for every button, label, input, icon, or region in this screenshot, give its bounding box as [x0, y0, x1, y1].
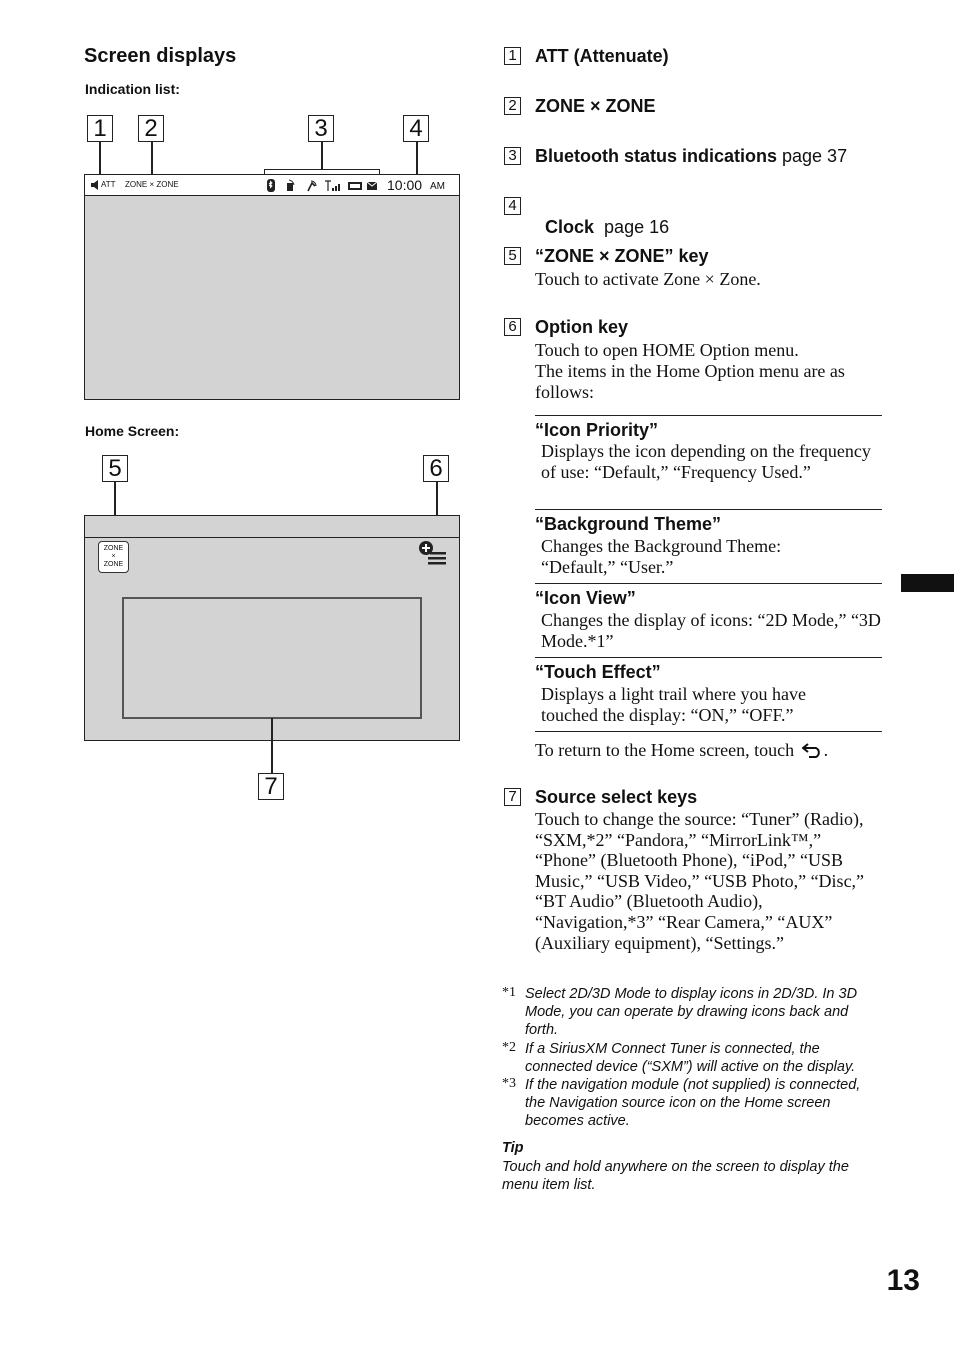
option-icon-view-title: “Icon View” [535, 588, 636, 608]
zone-indicator: ZONE × ZONE [125, 180, 179, 189]
footnote-2-mark: *2 [502, 1040, 516, 1055]
footnote-1-mark: *1 [502, 985, 516, 1000]
option-icon-priority-title: “Icon Priority” [535, 420, 659, 440]
option-rule-3 [535, 657, 882, 658]
tip-label: Tip [502, 1140, 524, 1156]
section-edge-tab [901, 574, 954, 592]
tip-text: Touch and hold anywhere on the screen to display the menu item list. [502, 1159, 849, 1193]
footnote-3-mark: *3 [502, 1076, 516, 1091]
home-screen-label: Home Screen: [85, 423, 180, 439]
item-7-title: Source select keys [535, 787, 698, 807]
page-number: 13 [886, 1264, 920, 1297]
att-indicator: ATT [101, 180, 116, 189]
option-touch-effect-body: Displays a light trail where you have touched the display: “ON,” “OFF.” [541, 684, 806, 725]
zone-key-line-1: ZONE [103, 545, 124, 552]
item-4-page-ref: page 16 [594, 217, 670, 237]
item-1-title: ATT (Attenuate) [535, 46, 669, 66]
item-7-body: Touch to change the source: “Tuner” (Radio), “SXM,*2” “Pandora,” “MirrorLink™,” “Phone” (Bluetooth Phone), “iPod,” “USB Music,” “USB Video,” “USB Photo,” “Disc,” “BT Audio” (Bluetooth Audio), “Navigation,*3” “Rear Camera,” “AUX” (Auxiliary equipment), “Settings.” [535, 809, 865, 953]
option-rule-2 [535, 583, 882, 584]
item-3-number: 3 [504, 147, 521, 165]
option-rule-bottom [535, 731, 882, 732]
callout-7: 7 [258, 773, 284, 800]
item-4-heading [535, 196, 669, 238]
item-4-title: Clock [545, 217, 595, 237]
clock: 10:00 [387, 177, 423, 193]
home-screen [84, 515, 460, 741]
callout-3: 3 [308, 115, 334, 142]
home-status-divider [85, 537, 459, 538]
item-3-title: Bluetooth status indications [535, 146, 778, 166]
section-title: Screen displays [84, 45, 237, 67]
item-3-heading [535, 146, 847, 167]
option-icon[interactable] [418, 540, 448, 566]
status-bar [85, 175, 459, 196]
item-5-number: 5 [504, 247, 521, 265]
bluetooth-status-icons [266, 179, 378, 192]
leader-3 [321, 142, 323, 170]
indication-list-label: Indication list: [85, 81, 180, 97]
callout-5: 5 [102, 455, 128, 482]
item-2-number: 2 [504, 97, 521, 115]
indication-screen [84, 174, 460, 400]
zone-zone-key[interactable] [98, 541, 129, 573]
callout-2: 2 [138, 115, 164, 142]
item-4-number: 4 [504, 197, 521, 215]
option-icon-view-body: Changes the display of icons: “2D Mode,” “3D Mode.*1” [541, 610, 881, 651]
callout-1: 1 [87, 115, 113, 142]
source-keys-area[interactable] [122, 597, 422, 719]
callout-4: 4 [403, 115, 429, 142]
footnote-3-text: If the navigation module (not supplied) is connected, the Navigation source icon on the Home screen becomes active. [525, 1077, 861, 1129]
option-rule-1 [535, 509, 882, 510]
leader-7 [271, 718, 273, 774]
return-period: . [823, 740, 829, 760]
item-7-number: 7 [504, 788, 521, 806]
back-arrow-icon [802, 742, 824, 758]
item-6-body-2: The items in the Home Option menu are as follows: [535, 361, 845, 402]
zone-key-line-2: × [111, 553, 116, 560]
item-1-number: 1 [504, 47, 521, 65]
zone-key-line-3: ZONE [103, 561, 124, 568]
item-6-title: Option key [535, 317, 629, 337]
item-6-number: 6 [504, 318, 521, 336]
option-touch-effect-title: “Touch Effect” [535, 662, 661, 682]
option-icon-priority-body: Displays the icon depending on the frequency of use: “Default,” “Frequency Used.” [541, 441, 871, 482]
item-6-body-1: Touch to open HOME Option menu. [535, 340, 799, 360]
item-3-page-ref: page 37 [777, 146, 848, 166]
return-text: To return to the Home screen, touch [535, 740, 795, 760]
option-rule-top [535, 415, 882, 416]
item-5-body: Touch to activate Zone × Zone. [535, 269, 761, 289]
footnote-2-text: If a SiriusXM Connect Tuner is connected, the connected device (“SXM”) will active on the display. [525, 1041, 856, 1075]
item-5-title: “ZONE × ZONE” key [535, 246, 709, 266]
return-instruction [535, 740, 828, 761]
item-2-title: ZONE × ZONE [535, 96, 656, 116]
footnote-1-text: Select 2D/3D Mode to display icons in 2D/3D. In 3D Mode, you can operate by drawing icons back and forth. [525, 986, 858, 1038]
option-background-theme-title: “Background Theme” [535, 514, 722, 534]
clock-ampm: AM [430, 181, 445, 192]
callout-6: 6 [423, 455, 449, 482]
option-background-theme-body: Changes the Background Theme: “Default,” “User.” [541, 536, 782, 577]
